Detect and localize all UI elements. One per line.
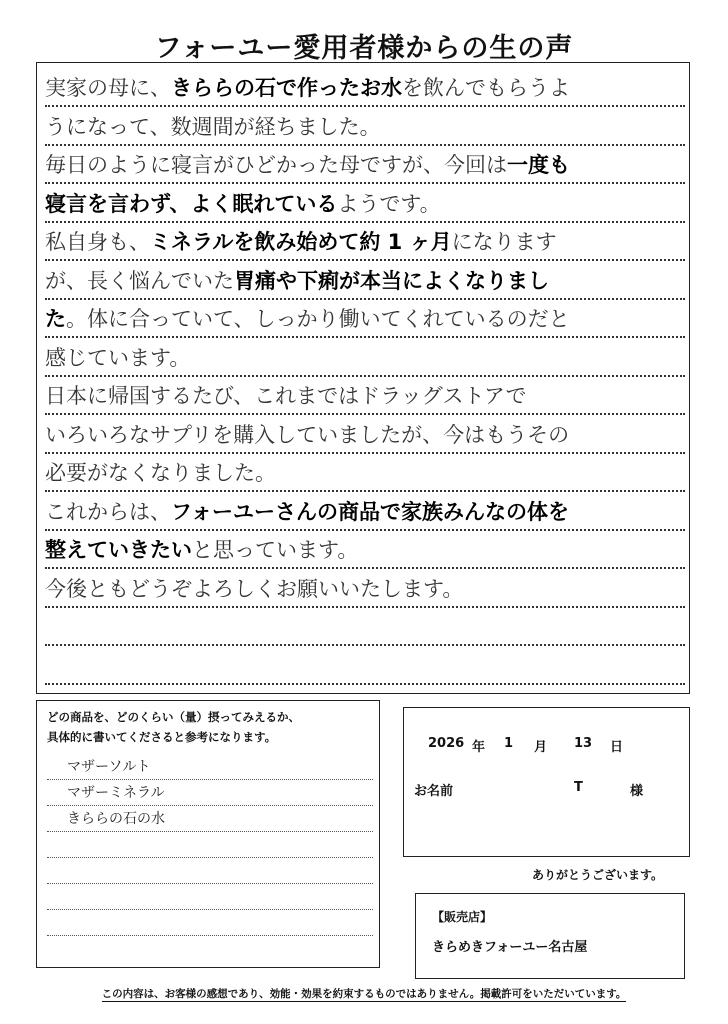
- date-day-label: 日: [610, 740, 624, 755]
- answer-line: マザーソルト: [47, 755, 373, 780]
- disclaimer-text: この内容は、お客様の感想であり、効能・効果を約束するものではありません。掲載許可をいただいています。: [101, 988, 627, 1000]
- date-month-label: 月: [534, 740, 548, 755]
- testimonial-text: になります: [451, 230, 557, 254]
- testimonial-text: 実家の母に、: [45, 76, 171, 100]
- testimonial-line: [45, 416, 685, 454]
- shop-label: 【販売店】: [432, 910, 493, 924]
- testimonial-highlight: 胃痛や下痢が本当によくなりまし: [234, 268, 549, 293]
- page-title: フォーユー愛用者様からの生の声: [154, 33, 574, 64]
- testimonial-highlight: きららの石で作ったお水: [171, 76, 402, 100]
- question-line-1: どの商品を、どのくらい（量）摂ってみえるか、: [47, 710, 300, 724]
- answer-line: [47, 885, 373, 910]
- testimonial-line: [45, 454, 685, 492]
- testimonial-line: [45, 377, 685, 415]
- name-label: お名前: [414, 784, 454, 799]
- name-honorific: 様: [630, 784, 644, 799]
- testimonial-line: [45, 262, 685, 300]
- answer-line: [47, 859, 373, 884]
- testimonial-text: と思っています。: [192, 538, 359, 562]
- question-line-2: 具体的に書いてくださると参考になります。: [47, 730, 277, 744]
- testimonial-text: 感じています。: [45, 345, 191, 370]
- testimonial-highlight: 一度も: [507, 153, 570, 177]
- testimonial-text: を飲んでもらうよ: [402, 76, 570, 100]
- shop-name: きらめきフォーユー名古屋: [432, 940, 588, 955]
- testimonial-highlight: 寝言を言わず、よく眠れている: [45, 191, 338, 216]
- testimonial-line: [45, 223, 685, 261]
- testimonial-text: うになって、数週間が経ちました。: [45, 114, 381, 139]
- testimonial-highlight: た: [45, 307, 66, 331]
- date-name-box: [403, 707, 690, 857]
- testimonial-text: これからは、: [45, 499, 171, 524]
- thanks-text: ありがとうございます。: [532, 868, 664, 882]
- testimonial-text: 必要がなくなりました。: [45, 461, 276, 485]
- testimonial-highlight: ミネラルを飲み始めて約 1 ヶ月: [150, 230, 452, 254]
- date-day: 13: [574, 736, 593, 751]
- answer-line: マザーミネラル: [47, 781, 373, 806]
- date-year-label: 年: [472, 740, 486, 755]
- testimonial-text: いろいろなサプリを購入していましたが、今はもうその: [45, 422, 570, 447]
- date-month: 1: [504, 736, 514, 751]
- disclaimer: [0, 986, 728, 1001]
- testimonial-text: 日本に帰国するたび、これまではドラッグストアで: [45, 384, 527, 408]
- testimonial-line: [45, 69, 685, 107]
- testimonial-box: [36, 62, 690, 694]
- testimonial-highlight: フォーユーさんの商品で家族みんなの体を: [171, 499, 569, 524]
- testimonial-highlight: 整えていきたい: [45, 538, 192, 562]
- testimonial-line: [45, 146, 685, 184]
- testimonial-line: [45, 570, 685, 608]
- testimonial-line: [45, 493, 685, 531]
- answer-line: [47, 911, 373, 936]
- testimonial-line: [45, 300, 685, 338]
- question-text: [47, 707, 300, 747]
- date-year: 2026: [428, 736, 465, 751]
- shop-box: [415, 893, 685, 979]
- testimonial-line: [45, 608, 685, 646]
- testimonial-text: 今後ともどうぞよろしくお願いいたします。: [45, 576, 464, 601]
- answer-line: きららの石の水: [47, 807, 373, 832]
- product-question-box: [36, 700, 380, 968]
- testimonial-line: [45, 339, 685, 377]
- testimonial-text: 私自身も、: [45, 230, 150, 254]
- testimonial-line: [45, 185, 685, 223]
- testimonial-text: が、長く悩んでいた: [45, 268, 234, 293]
- testimonial-line: [45, 108, 685, 146]
- answer-line: [47, 833, 373, 858]
- testimonial-text: ようです。: [337, 191, 441, 216]
- testimonial-line: [45, 647, 685, 685]
- name-value: T: [574, 780, 583, 795]
- testimonial-line: [45, 531, 685, 569]
- testimonial-text: 。体に合っていて、しっかり働いてくれているのだと: [66, 307, 570, 331]
- testimonial-text: 毎日のように寝言がひどかった母ですが、今回は: [45, 153, 507, 177]
